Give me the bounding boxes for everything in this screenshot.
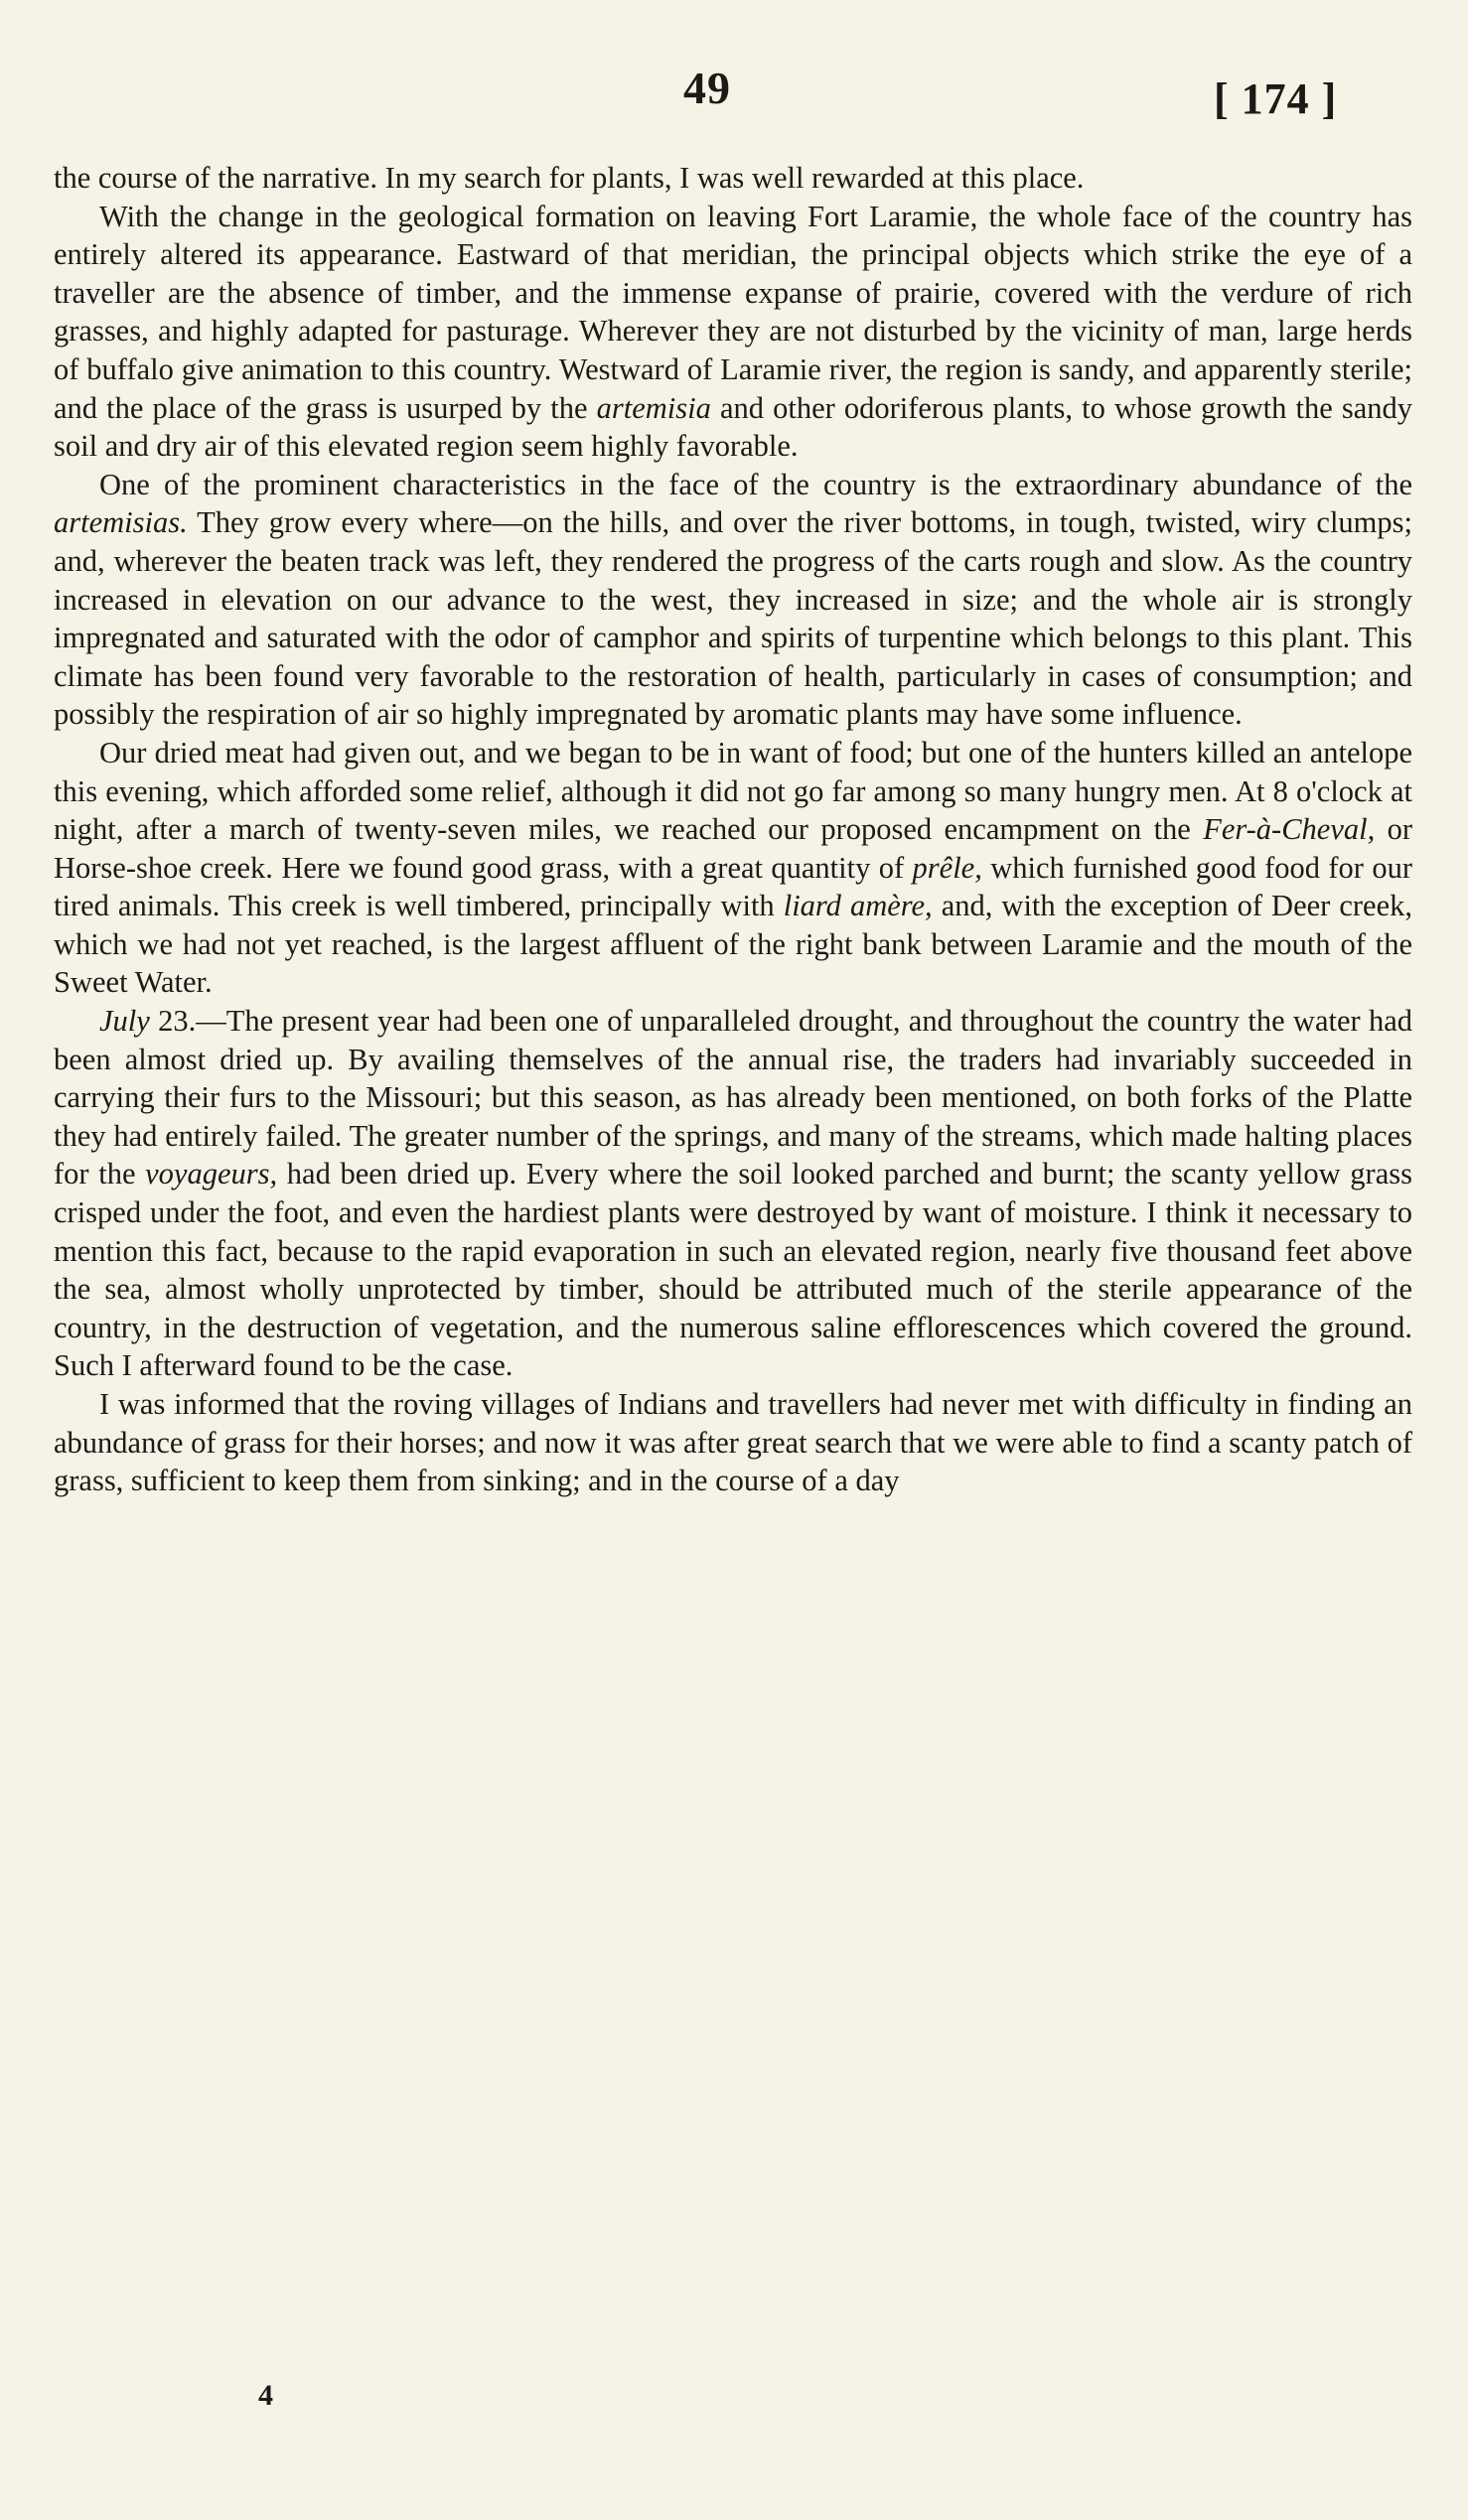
text-run: and other odoriferous plants, to whose growth the sandy soil and dry air of this elevated region seem highly favorable. (54, 390, 1412, 464)
paragraph (54, 198, 1412, 466)
paragraph (54, 1385, 1412, 1500)
text-run: the course of the narrative. In my search for plants, I was well rewarded at this place. (54, 161, 1085, 195)
paragraph (54, 1002, 1412, 1385)
italic-phrase: artemisia (596, 390, 711, 425)
italic-phrase: voyageurs, (145, 1157, 278, 1191)
body-text (54, 159, 1412, 1500)
italic-phrase: prêle, (912, 850, 982, 885)
italic-phrase: liard amère, (783, 889, 933, 923)
text-run: had been dried up. Every where the soil looked parched and burnt; the scanty yellow grass crisped under the foot, and even the hardiest plants were destroyed by want of moisture. I think it necessary to mention this fact, because to the rapid evaporation in such an elevated region, nearly five thousand feet above the sea, almost wholly unprotected by timber, should be attributed much of the sterile appearance of the country, in the destruction of vegetation, and the numerous saline efflorescences which covered the ground. Such I afterward found to be the case. (54, 1157, 1412, 1383)
paragraph (54, 734, 1412, 1002)
italic-phrase: Fer-à-Cheval, (1203, 812, 1376, 847)
text-run: which furnished good food for our tired animals. This creek is well timbered, principally with (54, 850, 1412, 923)
text-run: One of the prominent characteristics in the face of the country is the extraordinary abundance of the (99, 467, 1412, 501)
page-header (0, 56, 1468, 155)
paragraph (54, 159, 1412, 198)
text-run: and, with the exception of Deer creek, which we had not yet reached, is the largest affluent of the right bank between Laramie and the mouth of the Sweet Water. (54, 889, 1413, 1000)
text-run: 23.—The present year had been one of unparalleled drought, and throughout the country the water had been almost dried up. By availing themselves of the annual rise, the traders had invariably succeeded in carrying their furs to the Missouri; but this season, as has already been mentioned, on both forks of the Platte they had entirely failed. The greater number of the springs, and many of the streams, which made halting places for the (54, 1004, 1412, 1191)
page-number: 49 (683, 63, 731, 113)
text-run: I was informed that the roving villages of Indians and travellers had never met with difficulty in finding an abundance of grass for their horses; and now it was after great search that we were able to find a scanty patch of grass, sufficient to keep them from sinking; and in the course of a day (54, 1387, 1412, 1498)
italic-phrase: July (99, 1004, 150, 1039)
document-number: [ 174 ] (1214, 74, 1338, 123)
text-run: They grow every where—on the hills, and over the river bottoms, in tough, twisted, wiry clumps; and, wherever the beaten track was left, they rendered the progress of the carts rough and slow. As the country increased in elevation on our advance to the west, they increased in size; and the whole air is strongly impregnated and saturated with the odor of camphor and spirits of turpentine which belongs to this plant. This climate has been found very favorable to the restoration of health, particularly in cases of consumption; and possibly the respiration of air so highly impregnated by aromatic plants may have some influence. (54, 505, 1412, 732)
text-run: With the change in the geological formation on leaving Fort Laramie, the whole face of the country has entirely altered its appearance. Eastward of that meridian, the principal objects which strike the eye of a traveller are the absence of timber, and the immense expanse of prairie, covered with the verdure of rich grasses, and highly adapted for pasturage. Wherever they are not disturbed by the vicinity of man, large herds of buffalo give animation to this country. Westward of Laramie river, the region is sandy, and apparently sterile; and the place of the grass is usurped by the (54, 199, 1412, 425)
text-run: or Horse-shoe creek. Here we found good grass, with a great quantity of (54, 812, 1412, 885)
signature-mark: 4 (258, 2379, 273, 2412)
text-run: Our dried meat had given out, and we began to be in want of food; but one of the hunters killed an antelope this evening, which afforded some relief, although it did not go far among so many hungry men. At 8 o'clock at night, after a march of twenty-seven miles, we reached our proposed encampment on the (54, 735, 1412, 847)
paragraph (54, 466, 1412, 734)
italic-phrase: artemisias. (54, 505, 188, 540)
